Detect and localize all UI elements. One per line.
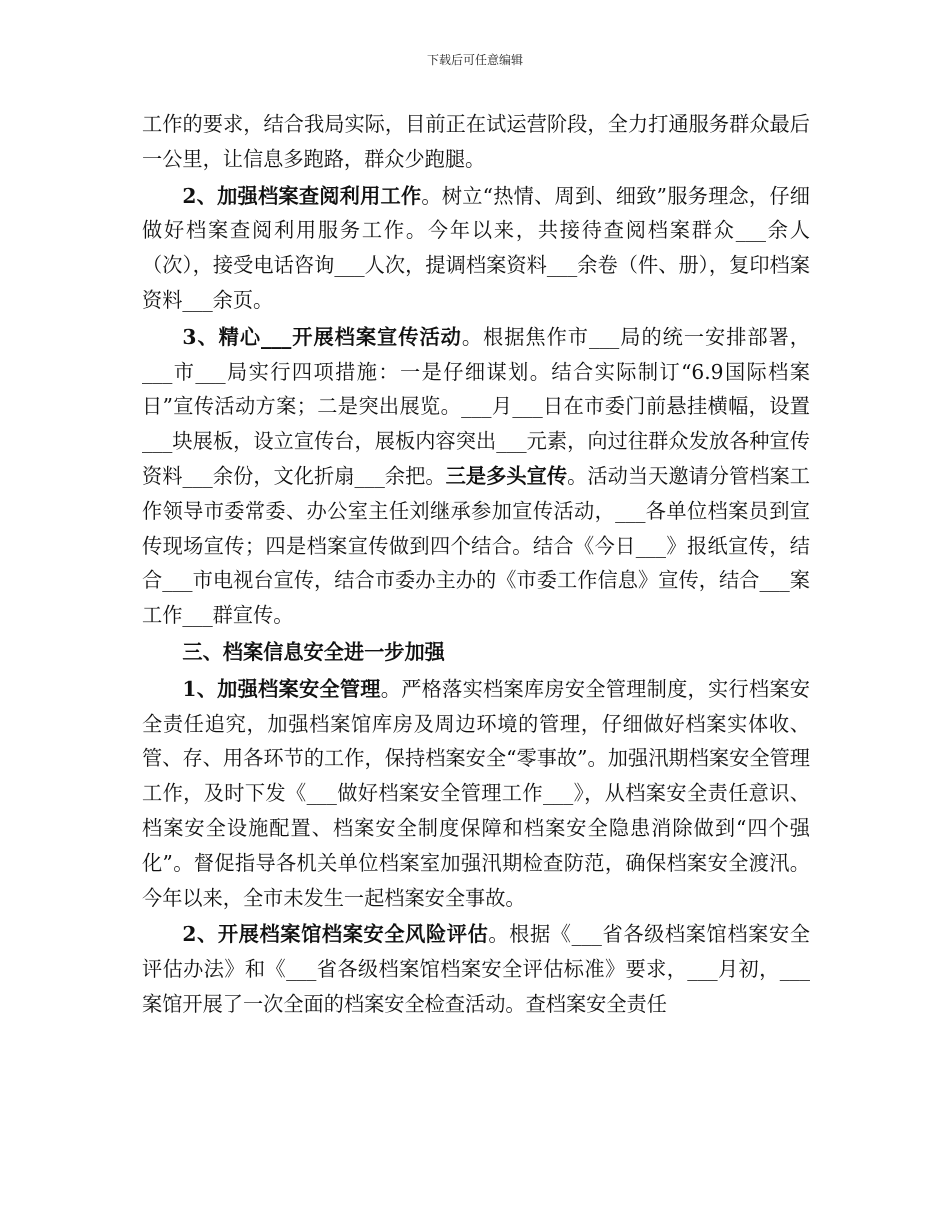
- document-body: [142, 107, 810, 1022]
- paragraph-security-management: [142, 672, 810, 916]
- paragraph-text: 。活动当天邀请分管档案工作领导市委常委、办公室主任刘继承参加宣传活动，___各单位档案员到宣传现场宣传；四是档案宣传做到四个结合。结合《今日___》报纸宣传，结合___市电视台宣传，结合市委办主办的《市委工作信息》宣传，结合___案工作___群宣传。: [142, 463, 810, 628]
- paragraph-text: 工作的要求，结合我局实际，目前正在试运营阶段，全力打通服务群众最后一公里，让信息多跑路，群众少跑腿。: [142, 112, 810, 171]
- page-header: 下载后可任意编辑: [426, 53, 523, 67]
- paragraph-lead-heading: 2、加强档案查阅利用工作: [182, 183, 422, 208]
- paragraph-text: 。根据焦作市___局的统一安排部署，___市___局实行四项措施：一是仔细谋划。结合实际制订“6.9国际档案日”宣传活动方案；二是突出展览。___月___日在市委门前悬挂横幅，设置___块展板，设立宣传台，展板内容突出___元素，向过往群众发放各种宣传资料___余份，文化折扇___余把。: [142, 324, 810, 488]
- paragraph-inline-heading: 三是多头宣传: [445, 463, 568, 488]
- paragraph-text: 。树立“热情、周到、细致”服务理念，仔细做好档案查阅利用服务工作。今年以来，共接待查阅档案群众___余人（次），接受电话咨询___人次，提调档案资料___余卷（件、册），复印档案资料___余页。: [142, 183, 810, 312]
- paragraph-lead-heading: 1、加强档案安全管理: [182, 676, 381, 701]
- paragraph-text: 。根据《___省各级档案馆档案安全评估办法》和《___省各级档案馆档案安全评估标准》要求，___月初，___案馆开展了一次全面的档案安全检查活动。查档案安全责任: [142, 922, 810, 1016]
- section-heading-text: 三、档案信息安全进一步加强: [182, 639, 445, 664]
- paragraph-text: 。严格落实档案库房安全管理制度，实行档案安全责任追究，加强档案馆库房及周边环境的管理，仔细做好档案实体收、管、存、用各环节的工作，保持档案安全“零事故”。加强汛期档案安全管理工作，及时下发《___做好档案安全管理工作___》，从档案安全责任意识、档案安全设施配置、档案安全制度保障和档案安全隐患消除做到“四个强化”。督促指导各机关单位档案室加强汛期检查防范，确保档案安全渡汛。今年以来，全市未发生一起档案安全事故。: [142, 676, 810, 910]
- section-heading: [142, 635, 810, 670]
- paragraph-risk-assessment: [142, 917, 810, 1021]
- paragraph-continuation: [142, 107, 810, 177]
- paragraph-archive-publicity: [142, 320, 810, 633]
- paragraph-lead-heading: 2、开展档案馆档案安全风险评估: [182, 922, 489, 947]
- paragraph-archive-access: [142, 179, 810, 318]
- paragraph-lead-heading: 3、精心___开展档案宣传活动: [182, 324, 462, 349]
